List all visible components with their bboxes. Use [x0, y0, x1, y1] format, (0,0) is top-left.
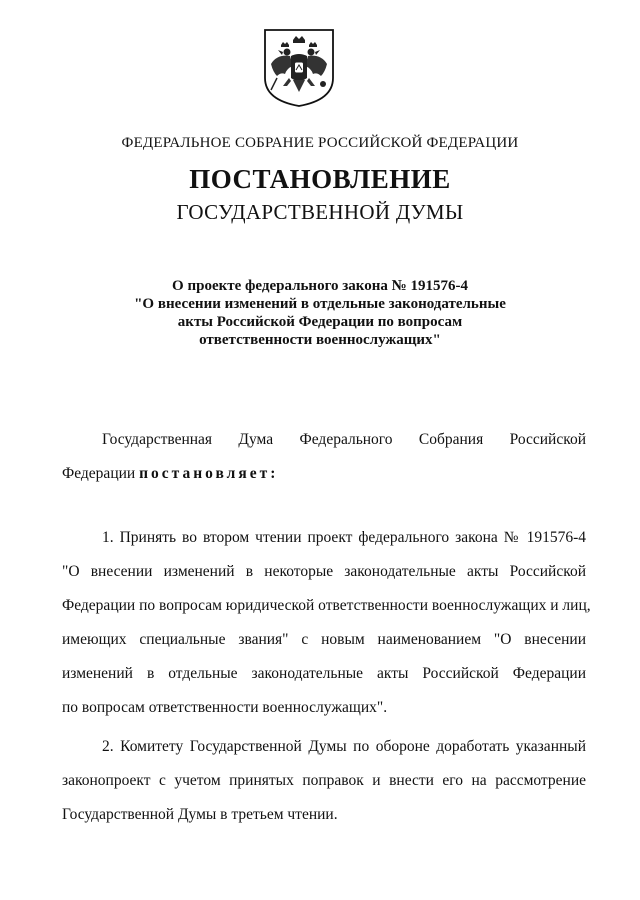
preamble-paragraph	[62, 430, 586, 498]
subject-line: акты Российской Федерации по вопросам	[177, 314, 463, 330]
paragraph-line: законопроект с учетом принятых поправок и внести его на рассмотрение	[62, 772, 586, 789]
paragraph-line: 2. Комитету Государственной Думы по обороне доработать указанный	[102, 738, 586, 755]
subject-line: О проекте федерального закона № 191576-4	[172, 278, 468, 294]
paragraph-item-2	[62, 737, 586, 839]
paragraph-line: "О внесении изменений в некоторые законодательные акты Российской	[62, 563, 586, 580]
paragraph-line: изменений в отдельные законодательные акты Российской Федерации	[62, 665, 586, 682]
paragraph-line: по вопросам ответственности военнослужащих".	[62, 699, 388, 716]
document-type-title: ПОСТАНОВЛЕНИЕ	[189, 164, 451, 194]
document-subject	[0, 277, 640, 349]
resolves-keyword: постановляет:	[139, 465, 279, 482]
document-type-subtitle: ГОСУДАРСТВЕННОЙ ДУМЫ	[176, 200, 464, 224]
paragraph-line: имеющих специальные звания" с новым наименованием "О внесении	[62, 631, 586, 648]
paragraph-line: Государственной Думы в третьем чтении.	[62, 806, 338, 823]
paragraph-line: 1. Принять во втором чтении проект федерального закона № 191576-4	[102, 529, 586, 546]
preamble-line	[62, 464, 586, 498]
paragraph-line: Федерации по вопросам юридической ответственности военнослужащих и лиц,	[62, 597, 591, 614]
coat-of-arms-emblem	[263, 28, 335, 108]
subject-line: ответственности военнослужащих"	[199, 332, 441, 348]
double-headed-eagle-icon	[263, 28, 335, 108]
preamble-text: Федерации	[62, 465, 140, 482]
issuing-body: ФЕДЕРАЛЬНОЕ СОБРАНИЕ РОССИЙСКОЙ ФЕДЕРАЦИИ	[121, 135, 519, 151]
preamble-line: Государственная Дума Федерального Собрания Российской	[102, 431, 586, 448]
paragraph-item-1	[62, 528, 591, 732]
subject-line: "О внесении изменений в отдельные законодательные	[134, 296, 506, 312]
